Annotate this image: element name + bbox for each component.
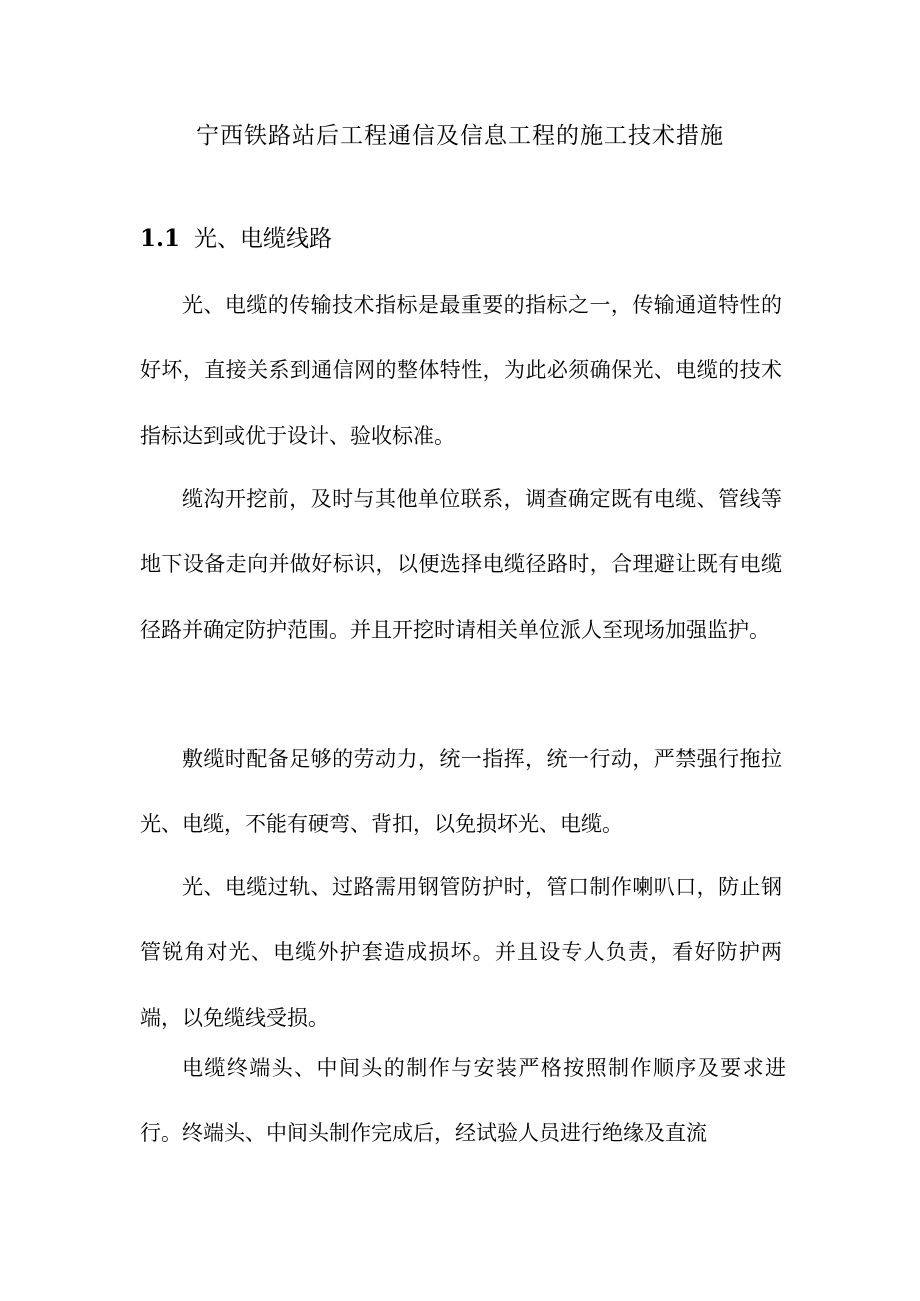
section-title: 光、电缆线路 <box>194 226 333 252</box>
section-number: 1.1 <box>140 225 181 252</box>
paragraph-steel-pipe-protection: 光、电缆过轨、过路需用钢管防护时，管口制作喇叭口，防止钢管锐角对光、电缆外护套造成损坏。并且设专人负责，看好防护两端，以免缆线受损。 <box>140 875 782 1030</box>
paragraph-trench-excavation: 缆沟开挖前，及时与其他单位联系，调查确定既有电缆、管线等地下设备走向并做好标识，以便选择电缆径路时，合理避让既有电缆径路并确定防护范围。并且开挖时请相关单位派人至现场加强监护。 <box>140 487 782 642</box>
paragraph-cable-terminations: 电缆终端头、中间头的制作与安装严格按照制作顺序及要求进行。终端头、中间头制作完成后，经试验人员进行绝缘及直流 <box>140 1056 786 1146</box>
paragraph-cable-laying: 敷缆时配备足够的劳动力，统一指挥，统一行动，严禁强行拖拉光、电缆，不能有硬弯、背扣，以免损坏光、电缆。 <box>140 747 782 837</box>
paragraph-transmission-indicators: 光、电缆的传输技术指标是最重要的指标之一，传输通道特性的好坏，直接关系到通信网的整体特性，为此必须确保光、电缆的技术指标达到或优于设计、验收标准。 <box>140 293 782 448</box>
document-title: 宁西铁路站后工程通信及信息工程的施工技术措施 <box>196 123 724 149</box>
section-heading <box>140 221 332 257</box>
